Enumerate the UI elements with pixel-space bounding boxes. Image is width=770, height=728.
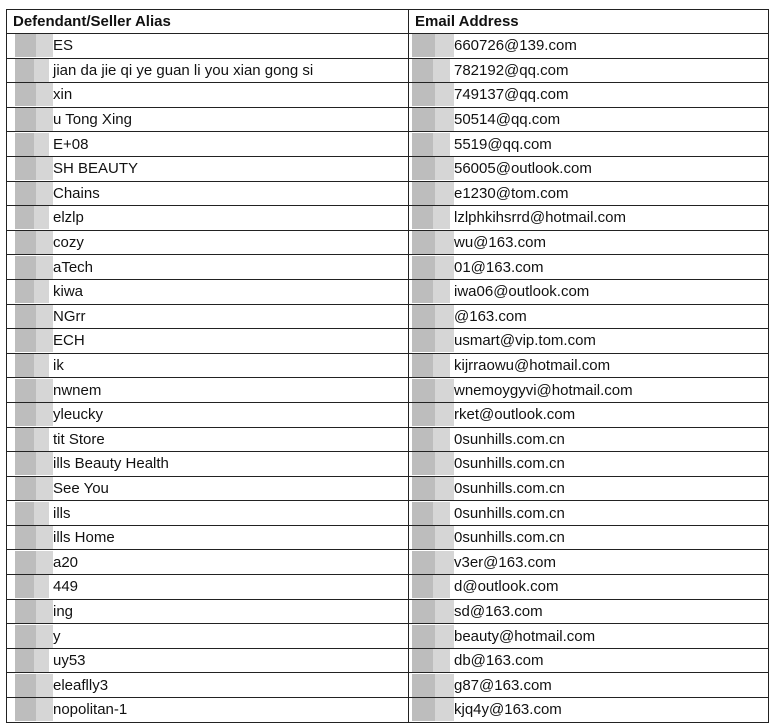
alias-cell [7, 402, 409, 427]
table-row [7, 402, 769, 427]
email-cell [409, 501, 769, 526]
header-alias: Defendant/Seller Alias [7, 10, 409, 34]
redaction-block [412, 575, 450, 598]
alias-cell [7, 279, 409, 304]
email-address: 01@163.com [454, 258, 544, 276]
redaction-block [15, 206, 49, 229]
alias-cell [7, 452, 409, 477]
email-cell [409, 648, 769, 673]
redaction-block [15, 329, 53, 352]
redaction-block [412, 231, 454, 254]
email-address: @163.com [454, 307, 527, 325]
alias-cell [7, 648, 409, 673]
alias-cell [7, 34, 409, 59]
seller-alias: u Tong Xing [53, 111, 132, 129]
table-row [7, 525, 769, 550]
redaction-block [15, 182, 53, 205]
redaction-block [412, 133, 450, 156]
table-row [7, 353, 769, 378]
email-cell [409, 58, 769, 83]
redaction-block [412, 157, 454, 180]
table-row [7, 673, 769, 698]
redaction-block [15, 526, 53, 549]
redaction-block [412, 403, 454, 426]
email-address: 0sunhills.com.cn [454, 504, 565, 522]
alias-cell [7, 575, 409, 600]
alias-cell [7, 156, 409, 181]
redaction-block [15, 502, 49, 525]
redaction-block [412, 452, 454, 475]
redaction-block [15, 157, 53, 180]
redaction-block [15, 59, 49, 82]
email-cell [409, 107, 769, 132]
email-cell [409, 698, 769, 723]
table-row [7, 206, 769, 231]
seller-alias: a20 [53, 553, 79, 571]
email-cell [409, 624, 769, 649]
table-row [7, 83, 769, 108]
email-address: db@163.com [454, 652, 544, 670]
email-cell [409, 378, 769, 403]
table-row [7, 34, 769, 59]
table-row [7, 230, 769, 255]
seller-alias: 449 [53, 578, 79, 596]
email-cell [409, 181, 769, 206]
email-cell [409, 156, 769, 181]
email-address: 749137@qq.com [454, 86, 569, 104]
email-cell [409, 34, 769, 59]
table-row [7, 501, 769, 526]
email-address: 50514@qq.com [454, 111, 561, 129]
seller-alias: ik [53, 357, 64, 375]
table-row [7, 329, 769, 354]
email-cell [409, 230, 769, 255]
alias-cell [7, 525, 409, 550]
redaction-block [412, 526, 454, 549]
email-cell [409, 402, 769, 427]
email-address: 0sunhills.com.cn [454, 455, 565, 473]
seller-alias: E+08 [53, 135, 89, 153]
email-address: v3er@163.com [454, 553, 556, 571]
redaction-block [412, 625, 454, 648]
email-address: sd@163.com [454, 602, 543, 620]
email-address: 5519@qq.com [454, 135, 552, 153]
alias-cell [7, 329, 409, 354]
alias-cell [7, 353, 409, 378]
table-row [7, 304, 769, 329]
redaction-block [15, 133, 49, 156]
table-row [7, 181, 769, 206]
alias-cell [7, 550, 409, 575]
redaction-block [412, 182, 454, 205]
redaction-block [412, 354, 450, 377]
redaction-block [412, 428, 450, 451]
email-address: kjq4y@163.com [454, 701, 562, 719]
redaction-block [412, 280, 450, 303]
redaction-block [412, 108, 454, 131]
alias-cell [7, 599, 409, 624]
redaction-block [15, 625, 53, 648]
redaction-block [15, 83, 53, 106]
seller-alias: ills Home [53, 529, 115, 547]
redaction-block [15, 551, 53, 574]
redaction-block [15, 354, 49, 377]
seller-alias: aTech [53, 258, 94, 276]
defendant-email-table [6, 9, 769, 723]
email-cell [409, 255, 769, 280]
alias-cell [7, 624, 409, 649]
email-address: rket@outlook.com [454, 406, 576, 424]
table-row [7, 698, 769, 723]
redaction-block [412, 256, 454, 279]
alias-cell [7, 181, 409, 206]
email-cell [409, 132, 769, 157]
alias-cell [7, 427, 409, 452]
redaction-block [15, 403, 53, 426]
redaction-block [412, 83, 454, 106]
seller-alias: tit Store [53, 430, 105, 448]
seller-alias: nwnem [53, 381, 102, 399]
email-cell [409, 353, 769, 378]
seller-alias: ES [53, 37, 74, 55]
redaction-block [15, 452, 53, 475]
redaction-block [15, 674, 53, 697]
table-row [7, 156, 769, 181]
alias-cell [7, 304, 409, 329]
email-cell [409, 452, 769, 477]
alias-cell [7, 378, 409, 403]
email-address: usmart@vip.tom.com [454, 332, 596, 350]
alias-cell [7, 673, 409, 698]
email-address: 782192@qq.com [454, 61, 569, 79]
redaction-block [15, 280, 49, 303]
table-row [7, 452, 769, 477]
table-header-row [7, 10, 769, 34]
redaction-block [412, 698, 454, 721]
redaction-block [412, 674, 454, 697]
table-row [7, 279, 769, 304]
alias-cell [7, 107, 409, 132]
table-row [7, 132, 769, 157]
redaction-block [15, 231, 53, 254]
seller-alias: SH BEAUTY [53, 160, 139, 178]
email-address: kijrraowu@hotmail.com [454, 357, 611, 375]
email-address: wnemoygyvi@hotmail.com [454, 381, 633, 399]
seller-alias: ills Beauty Health [53, 455, 169, 473]
alias-cell [7, 132, 409, 157]
email-cell [409, 550, 769, 575]
seller-alias: kiwa [53, 283, 84, 301]
email-address: g87@163.com [454, 676, 552, 694]
alias-cell [7, 698, 409, 723]
email-address: beauty@hotmail.com [454, 627, 596, 645]
alias-cell [7, 206, 409, 231]
redaction-block [412, 379, 454, 402]
redaction-block [15, 305, 53, 328]
seller-alias: cozy [53, 234, 84, 252]
table-row [7, 648, 769, 673]
email-cell [409, 525, 769, 550]
email-address: 0sunhills.com.cn [454, 479, 565, 497]
redaction-block [15, 379, 53, 402]
redaction-block [412, 502, 450, 525]
redaction-block [15, 108, 53, 131]
email-address: e1230@tom.com [454, 184, 569, 202]
seller-alias: eleaflly3 [53, 676, 109, 694]
seller-alias: ills [53, 504, 71, 522]
seller-alias: ing [53, 602, 74, 620]
seller-alias: ECH [53, 332, 85, 350]
alias-cell [7, 230, 409, 255]
email-address: 660726@139.com [454, 37, 577, 55]
redaction-block [412, 477, 454, 500]
email-cell [409, 304, 769, 329]
email-address: lzlphkihsrrd@hotmail.com [454, 209, 626, 227]
email-cell [409, 427, 769, 452]
table-row [7, 378, 769, 403]
email-cell [409, 329, 769, 354]
redaction-block [412, 551, 454, 574]
redaction-block [15, 428, 49, 451]
redaction-block [412, 305, 454, 328]
seller-alias: xin [53, 86, 73, 104]
table-row [7, 255, 769, 280]
seller-alias: See You [53, 479, 109, 497]
email-address: wu@163.com [454, 234, 546, 252]
email-cell [409, 206, 769, 231]
email-cell [409, 575, 769, 600]
email-address: 0sunhills.com.cn [454, 529, 565, 547]
redaction-block [15, 600, 53, 623]
email-address: d@outlook.com [454, 578, 559, 596]
redaction-block [412, 600, 454, 623]
seller-alias: Chains [53, 184, 100, 202]
email-cell [409, 599, 769, 624]
seller-alias: yleucky [53, 406, 104, 424]
alias-cell [7, 476, 409, 501]
redaction-block [15, 649, 49, 672]
redaction-block [15, 256, 53, 279]
redaction-block [15, 575, 49, 598]
redaction-block [15, 477, 53, 500]
seller-alias: jian da jie qi ye guan li you xian gong si [53, 61, 314, 79]
email-cell [409, 476, 769, 501]
seller-alias: y [53, 627, 61, 645]
table-row [7, 58, 769, 83]
alias-cell [7, 58, 409, 83]
table-row [7, 476, 769, 501]
email-address: iwa06@outlook.com [454, 283, 590, 301]
seller-alias: NGrr [53, 307, 86, 325]
table-row [7, 624, 769, 649]
email-cell [409, 673, 769, 698]
table-row [7, 599, 769, 624]
email-cell [409, 279, 769, 304]
seller-alias: elzlp [53, 209, 84, 227]
table-row [7, 575, 769, 600]
redaction-block [412, 34, 454, 57]
redaction-block [412, 59, 450, 82]
seller-alias: uy53 [53, 652, 86, 670]
redaction-block [15, 698, 53, 721]
header-email: Email Address [409, 10, 769, 34]
table-row [7, 427, 769, 452]
alias-cell [7, 255, 409, 280]
table-row [7, 550, 769, 575]
email-address: 0sunhills.com.cn [454, 430, 565, 448]
alias-cell [7, 83, 409, 108]
seller-alias: nopolitan-1 [53, 701, 128, 719]
redaction-block [412, 329, 454, 352]
table-row [7, 107, 769, 132]
redaction-block [412, 206, 450, 229]
redaction-block [15, 34, 53, 57]
email-address: 56005@outlook.com [454, 160, 592, 178]
redaction-block [412, 649, 450, 672]
alias-cell [7, 501, 409, 526]
email-cell [409, 83, 769, 108]
